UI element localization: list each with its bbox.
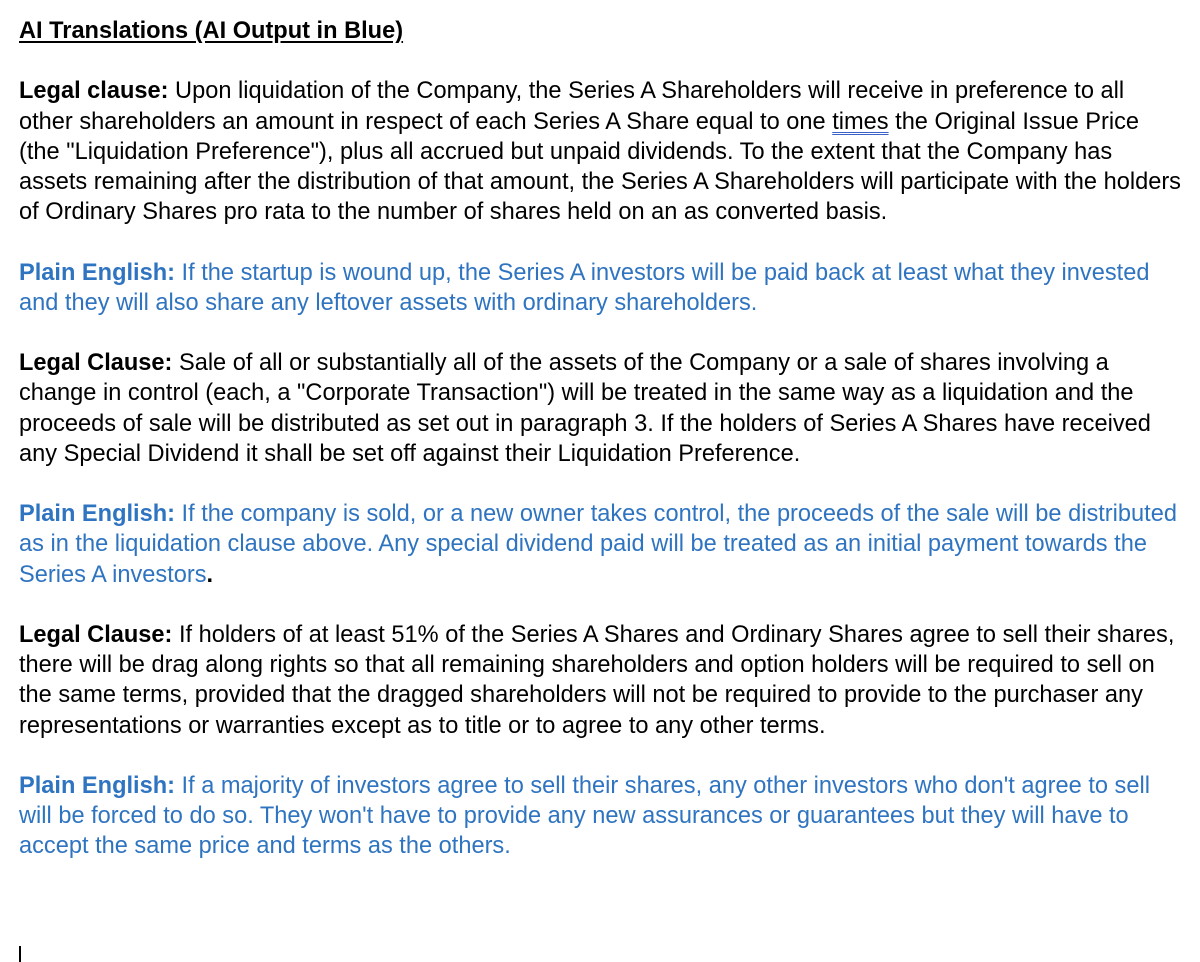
legal-clause-3-text: If holders of at least 51% of the Series A Shares and Ordinary Shares agree to sell their shares, there will be drag along rights so that all remaining shareholders and option holders will be required to sell on the same terms, provided that the dragged shareholders will not be required to provide to the purchaser any representations or warranties except as to title or to agree to any other terms. bbox=[19, 621, 1175, 739]
plain-english-2 bbox=[19, 499, 1184, 590]
paragraph-spacer bbox=[19, 46, 1184, 76]
paragraph-spacer bbox=[19, 318, 1184, 348]
plain-english-3-text: If a majority of investors agree to sell their shares, any other investors who don't agree to sell will be forced to do so. They won't have to provide any new assurances or guarantees but they will have to accept the same price and terms as the others. bbox=[19, 772, 1150, 860]
legal-clause-2-text: Sale of all or substantially all of the assets of the Company or a sale of shares involving a change in control (each, a "Corporate Transaction") will be treated in the same way as a liquidation and the proceeds of sale will be distributed as set out in paragraph 3. If the holders of Series A Shares have received any Special Dividend it shall be set off against their Liquidation Preference. bbox=[19, 350, 1151, 467]
paragraph-spacer bbox=[19, 741, 1184, 771]
document-body[interactable] bbox=[19, 16, 1184, 862]
plain-english-3-label: Plain English: bbox=[19, 772, 175, 799]
legal-clause-2-label: Legal Clause: bbox=[19, 350, 173, 377]
plain-english-2-end-period: . bbox=[206, 561, 214, 588]
plain-english-1 bbox=[19, 258, 1184, 318]
plain-english-1-label: Plain English: bbox=[19, 259, 175, 286]
legal-clause-1-text-end: the Original Issue Price (the "Liquidation Preference"), plus all accrued but unpaid dividends. To the extent that the Company has assets remaining after the distribution of that amount, the Series A Shareholders will participate with the holders of Ordinary Shares pro rata to the number of shares held on an as converted basis. bbox=[19, 108, 1181, 226]
plain-english-1-text: If the startup is wound up, the Series A investors will be paid back at least what they invested and they will also share any leftover assets with ordinary shareholders. bbox=[19, 259, 1150, 316]
spellcheck-flagged-word[interactable]: times bbox=[832, 108, 889, 135]
plain-english-3 bbox=[19, 771, 1184, 862]
legal-clause-3-label: Legal Clause: bbox=[19, 621, 173, 648]
legal-clause-1 bbox=[19, 76, 1184, 227]
legal-clause-1-text-start: Upon liquidation of the Company, the Series A Shareholders will receive in preference to all other shareholders an amount in respect of each Series A Share equal to one bbox=[19, 78, 1125, 135]
document-title: AI Translations (AI Output in Blue) bbox=[19, 18, 404, 44]
plain-english-2-label: Plain English: bbox=[19, 501, 175, 528]
plain-english-2-text: If the company is sold, or a new owner takes control, the proceeds of the sale will be distributed as in the liquidation clause above. Any special dividend paid will be treated as an initial payment towards the Series A investors bbox=[19, 501, 1177, 588]
paragraph-spacer bbox=[19, 590, 1184, 620]
legal-clause-3 bbox=[19, 620, 1184, 741]
legal-clause-2 bbox=[19, 348, 1184, 469]
legal-clause-1-label: Legal clause: bbox=[19, 78, 169, 105]
paragraph-spacer bbox=[19, 469, 1184, 499]
paragraph-spacer bbox=[19, 227, 1184, 257]
